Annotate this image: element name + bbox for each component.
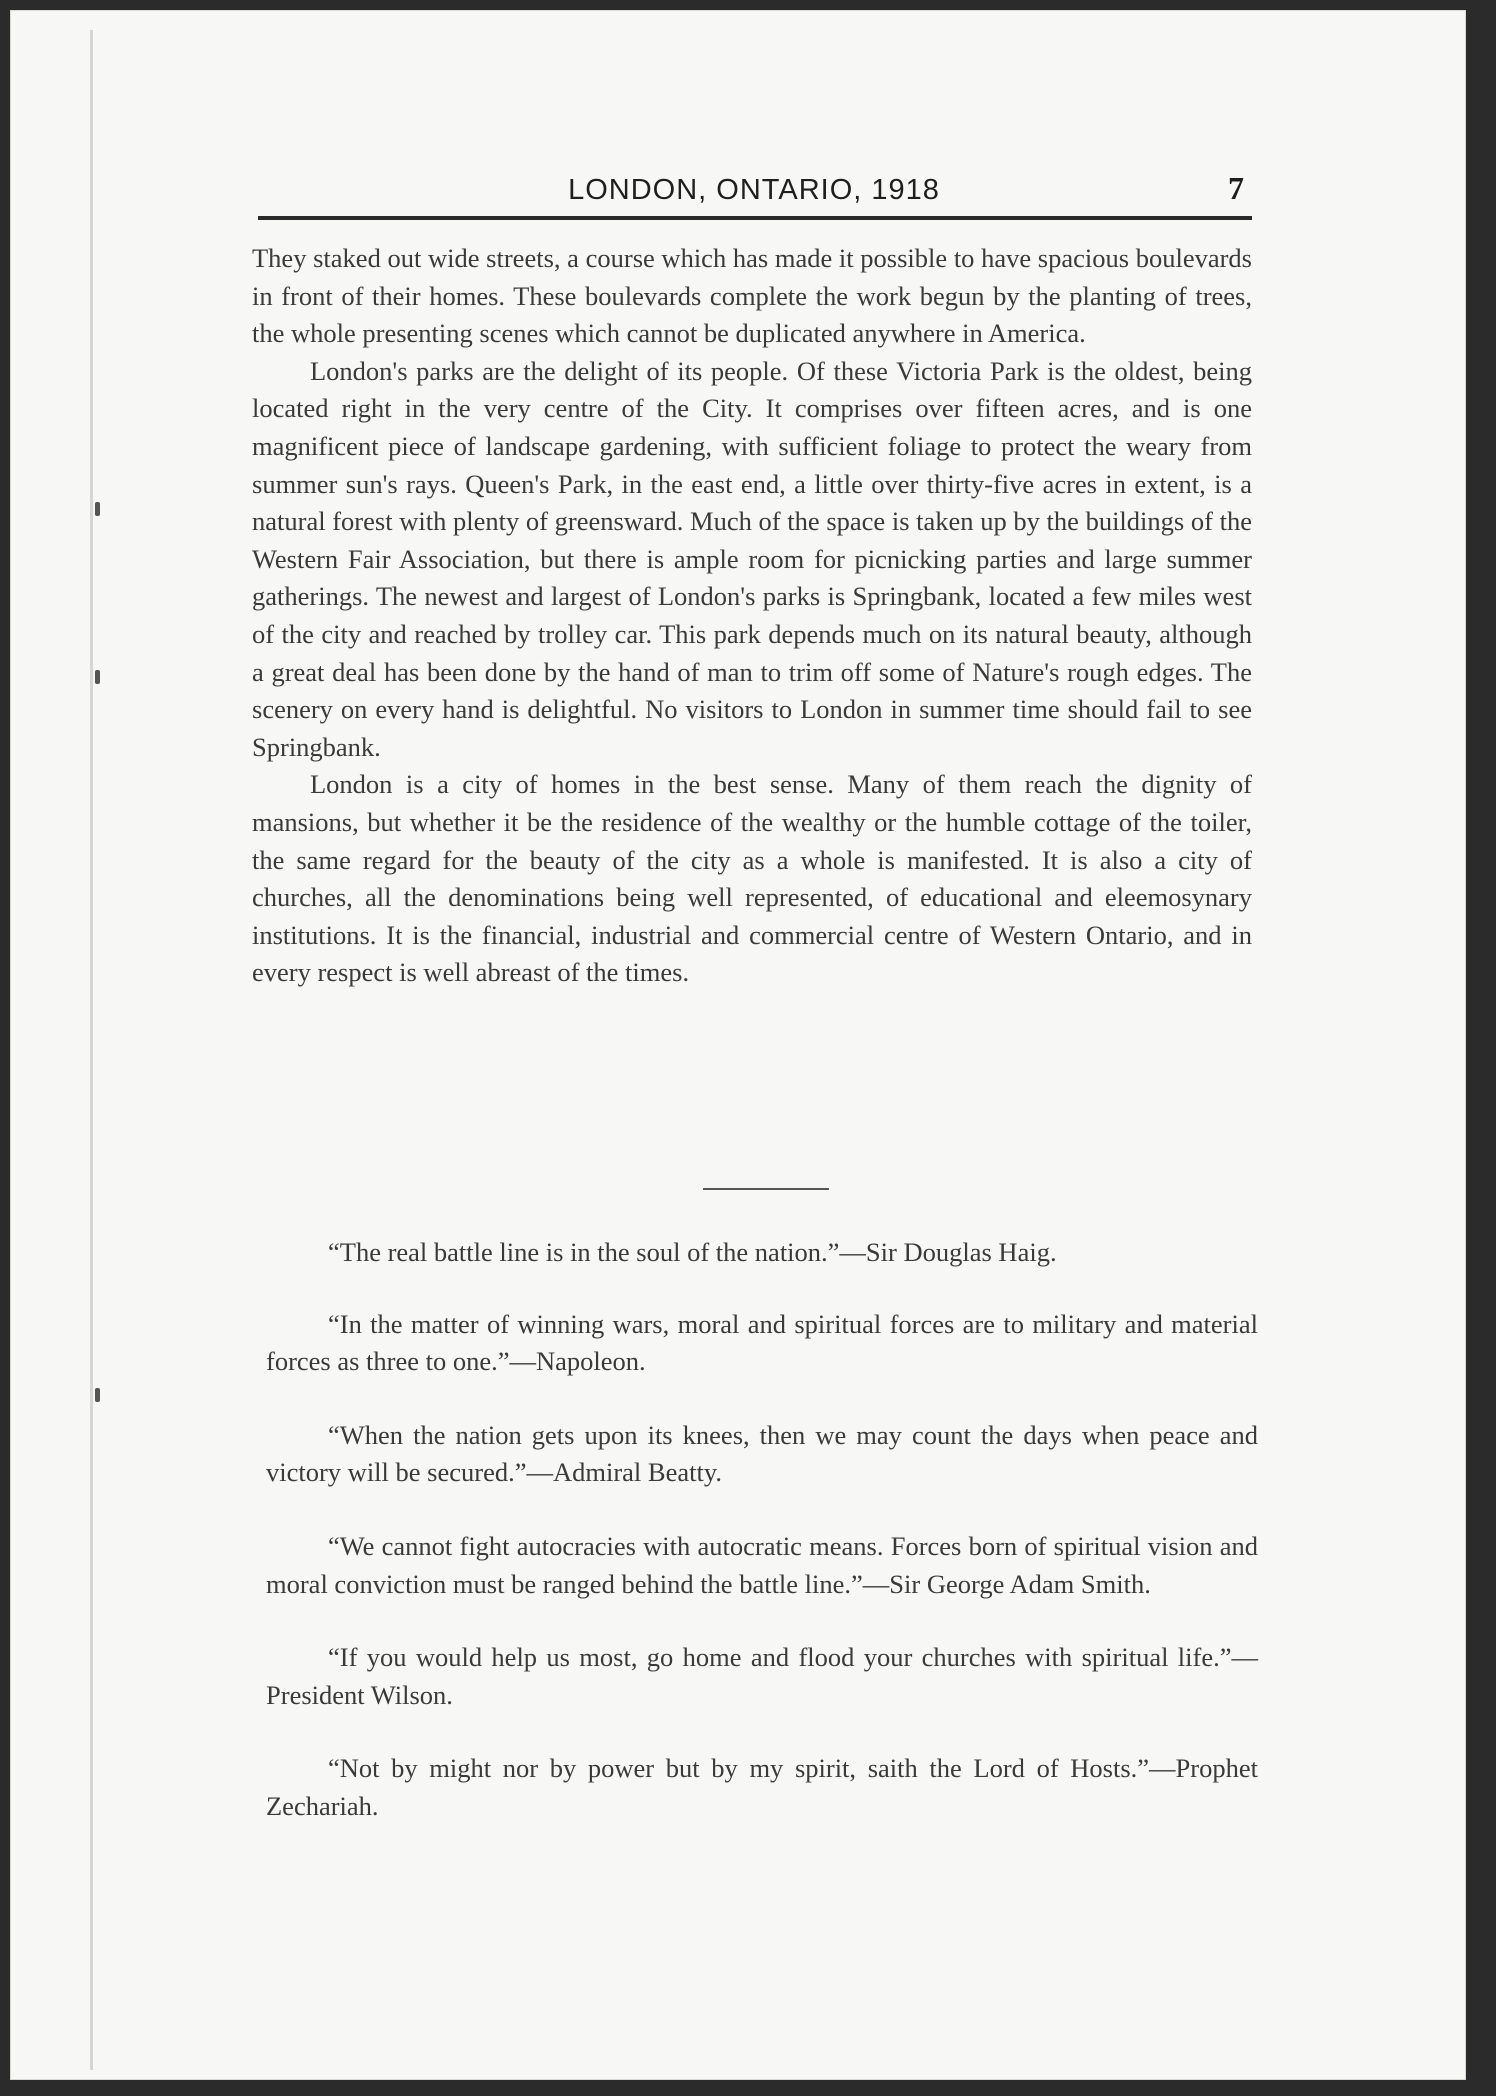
quote: “If you would help us most, go home and flood your churches with spiritual life.”—President Wilson. (266, 1642, 1258, 1710)
paragraph: They staked out wide streets, a course which has made it possible to have spacious boulevards in front of their homes. These boulevards complete the work begun by the planting of trees, the whole presenting scenes which cannot be duplicated anywhere in America. (252, 243, 1252, 349)
section-divider (703, 1188, 829, 1190)
quote: “The real battle line is in the soul of the nation.”—Sir Douglas Haig. (328, 1237, 1057, 1267)
margin-mark (95, 502, 100, 516)
page-gutter-line (90, 30, 93, 2070)
quotations (266, 1234, 1258, 1862)
quote: “We cannot fight autocracies with autocratic means. Forces born of spiritual vision and moral conviction must be ranged behind the battle line.”—Sir George Adam Smith. (266, 1530, 1258, 1599)
margin-mark (95, 670, 100, 684)
running-head: LONDON, ONTARIO, 1918 (568, 174, 940, 206)
quote: “In the matter of winning wars, moral and spiritual forces are to military and material forces as three to one.”—Napoleon. (266, 1308, 1258, 1377)
page-header (258, 170, 1250, 220)
quote: “When the nation gets upon its knees, then we may count the days when peace and victory will be secured.”—Admiral Beatty. (266, 1419, 1258, 1488)
paragraph: London is a city of homes in the best sense. Many of them reach the dignity of mansions, but whether it be the residence of the wealthy or the humble cottage of the toiler, the same regard for the beauty of the city as a whole is manifested. It is also a city of churches, all the denominations being well represented, of educational and eleemosynary institutions. It is the financial, industrial and commercial centre of Western Ontario, and in every respect is well abreast of the times. (252, 769, 1252, 988)
header-rule (258, 216, 1252, 220)
body-text (252, 240, 1252, 992)
page-number: 7 (1228, 170, 1244, 206)
paragraph: London's parks are the delight of its people. Of these Victoria Park is the oldest, being located right in the very centre of the City. It comprises over fifteen acres, and is one magnificent piece of landscape gardening, with sufficient foliage to protect the weary from summer sun's rays. Queen's Park, in the east end, a little over thirty-five acres in extent, is a natural forest with plenty of greensward. Much of the space is taken up by the buildings of the Western Fair Association, but there is ample room for picnicking parties and large summer gatherings. The newest and largest of London's parks is Springbank, located a few miles west of the city and reached by trolley car. This park depends much on its natural beauty, although a great deal has been done by the hand of man to trim off some of Nature's rough edges. The scenery on every hand is delightful. No visitors to London in summer time should fail to see Springbank. (252, 355, 1252, 762)
quote: “Not by might nor by power but by my spirit, saith the Lord of Hosts.”—Prophet Zechariah. (266, 1753, 1258, 1821)
margin-mark (95, 1388, 100, 1402)
